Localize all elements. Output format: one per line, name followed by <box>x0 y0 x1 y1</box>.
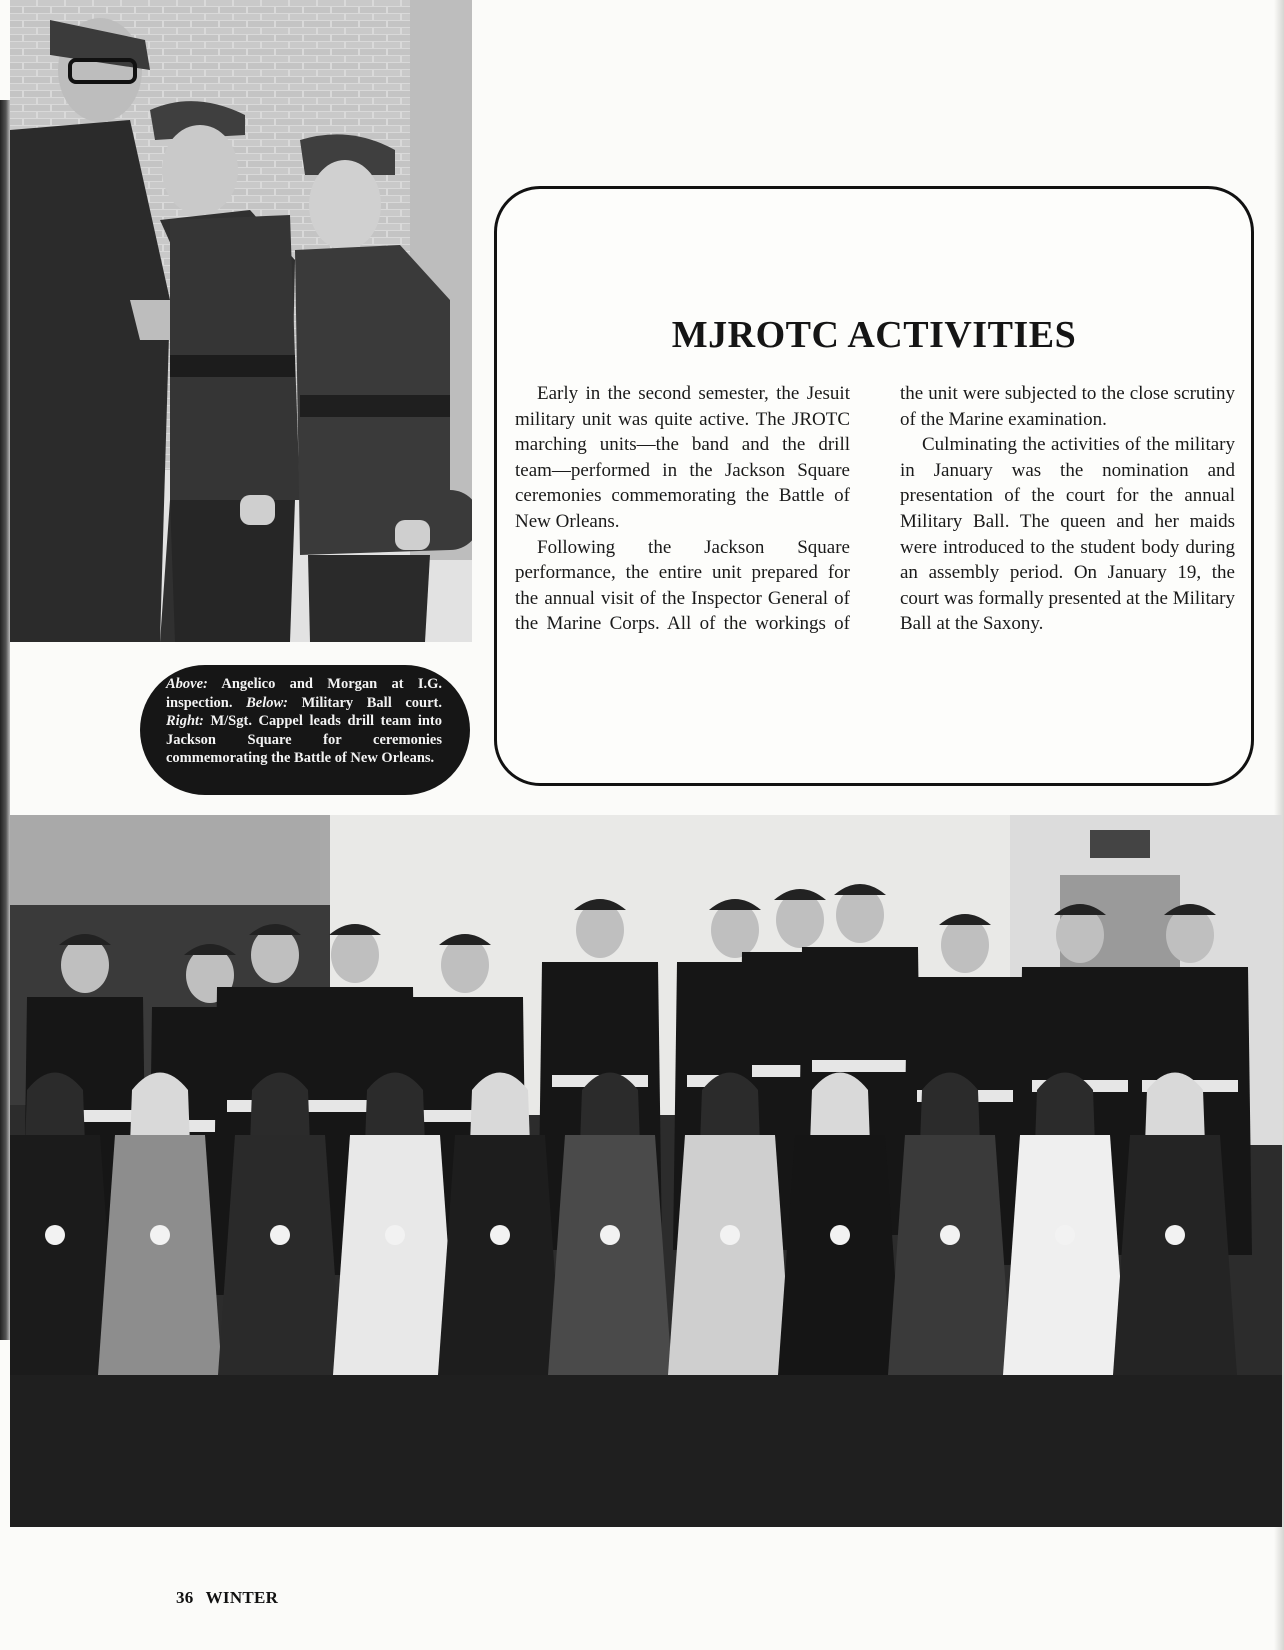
article-paragraph: Early in the second semester, the Jesuit military unit was quite active. The JROTC marching units—the band and the drill team—performed in the Jackson Square ceremonies commemorating the Battle of New Orleans. <box>515 383 850 532</box>
page-footer <box>176 1588 278 1608</box>
caption-text-below: Military Ball court. <box>287 694 443 711</box>
military-ball-court-photo <box>10 815 1282 1527</box>
article-paragraph: Following the Jackson Square performance, the entire unit prepared for the annual visit of the Inspector General of the Marine Corps. All of the workings of the unit were subjected to the close scrutiny of the Marine examination. <box>515 383 1235 635</box>
inspection-photo <box>10 0 472 642</box>
page-number: 36 <box>176 1588 194 1607</box>
article-title: MJROTC ACTIVITIES <box>671 314 1077 356</box>
page-binding-edge <box>0 100 10 1340</box>
caption-label-right: Right: <box>166 713 204 729</box>
caption-label-above: Above: <box>166 676 208 692</box>
caption-label-below: Below: <box>246 694 288 711</box>
article-box <box>494 186 1254 786</box>
caption-text-right: M/Sgt. Cappel leads drill team into Jackson Square for ceremonies commemorating the Battle of New Orleans. <box>166 713 442 766</box>
photo-caption <box>140 665 470 795</box>
article-body <box>515 381 1235 637</box>
section-name: WINTER <box>205 1588 279 1607</box>
caption-text-above: Angelico and Morgan at I.G. inspection. <box>166 676 442 711</box>
article-paragraph: Culminating the activities of the military in January was the nomination and presentation of the court for the annual Military Ball. The queen and her maids were introduced to the student body during an assembly period. On January 19, the court was formally presented at the Military Ball at the Saxony. <box>900 434 1235 635</box>
